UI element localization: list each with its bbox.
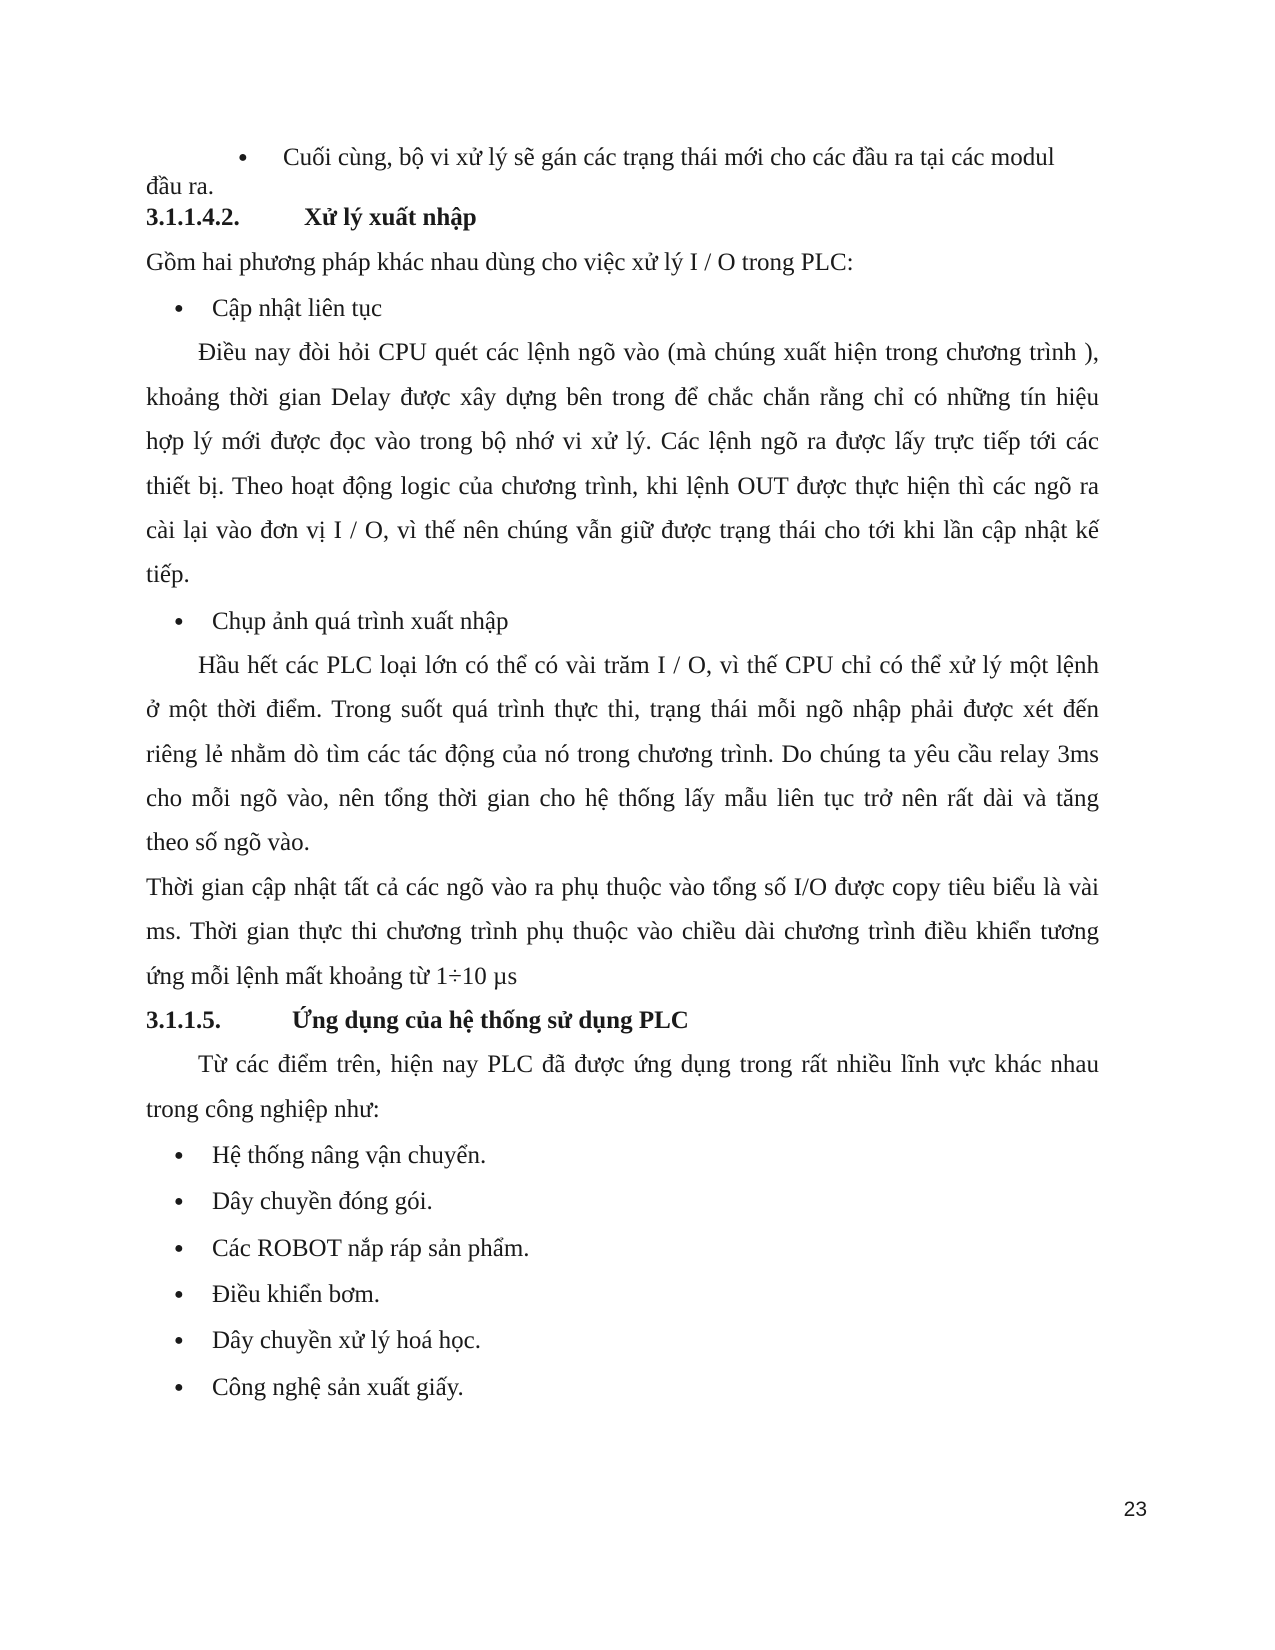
application-item: Dây chuyền đóng gói. bbox=[212, 1188, 433, 1215]
method-2-line: ở một thời điểm. Trong suốt quá trình thực thi, trạng thái mỗi ngõ nhập phải được xét đến bbox=[146, 696, 1099, 723]
bullet-icon bbox=[174, 1373, 184, 1403]
section-heading-io-processing bbox=[146, 203, 477, 233]
application-item: Công nghệ sản xuất giấy. bbox=[212, 1374, 464, 1401]
bullet-icon bbox=[174, 1234, 184, 1264]
bullet-icon bbox=[174, 1141, 184, 1171]
timing-line: ms. Thời gian thực thi chương trình phụ thuộc vào chiều dài chương trình điều khiển tương bbox=[146, 918, 1099, 945]
intro-line: Gồm hai phương pháp khác nhau dùng cho việc xử lý I / O trong PLC: bbox=[146, 249, 854, 276]
bullet-intro-line-2: đầu ra. bbox=[146, 173, 215, 200]
section-number: 3.1.1.5. bbox=[146, 1007, 221, 1034]
bullet-icon bbox=[174, 1187, 184, 1217]
method-1-line: thiết bị. Theo hoạt động logic của chương trình, khi lệnh OUT được thực hiện thì các ngõ ra bbox=[146, 473, 1099, 500]
applications-intro-line: trong công nghiệp như: bbox=[146, 1096, 380, 1123]
section-number: 3.1.1.4.2. bbox=[146, 204, 240, 231]
bullet-icon bbox=[238, 143, 248, 173]
method-1-line: Điều nay đòi hỏi CPU quét các lệnh ngõ vào (mà chúng xuất hiện trong chương trình ), bbox=[198, 339, 1099, 366]
method-2-line: Hầu hết các PLC loại lớn có thể có vài trăm I / O, vì thế CPU chỉ có thể xử lý một lệnh bbox=[198, 652, 1099, 679]
method-1-line: tiếp. bbox=[146, 561, 190, 588]
method-2-line: riêng lẻ nhằm dò tìm các tác động của nó trong chương trình. Do chúng ta yêu cầu relay 3ms bbox=[146, 741, 1099, 768]
bullet-icon bbox=[174, 294, 184, 324]
bullet-icon bbox=[174, 1280, 184, 1310]
application-item: Hệ thống nâng vận chuyển. bbox=[212, 1142, 487, 1169]
application-item: Dây chuyền xử lý hoá học. bbox=[212, 1327, 482, 1354]
bullet-icon bbox=[174, 1326, 184, 1356]
method-2-line: cho mỗi ngõ vào, nên tổng thời gian cho hệ thống lấy mẫu liên tục trở nên rất dài và tăng bbox=[146, 785, 1099, 812]
method-1-line: khoảng thời gian Delay được xây dựng bên trong để chắc chắn rằng chỉ có những tín hiệu bbox=[146, 384, 1099, 411]
application-item: Các ROBOT nắp ráp sản phẩm. bbox=[212, 1235, 530, 1262]
bullet-intro-line-1: Cuối cùng, bộ vi xử lý sẽ gán các trạng thái mới cho các đầu ra tại các modul bbox=[283, 144, 1055, 171]
method-1-line: cài lại vào đơn vị I / O, vì thế nên chúng vẫn giữ được trạng thái cho tới khi lần cập nhật kế bbox=[146, 517, 1099, 544]
timing-line: ứng mỗi lệnh mất khoảng từ 1÷10 µs bbox=[146, 963, 518, 990]
page-number: 23 bbox=[1123, 1498, 1147, 1521]
method-1-line: hợp lý mới được đọc vào trong bộ nhớ vi xử lý. Các lệnh ngõ ra được lấy trực tiếp tới các bbox=[146, 428, 1099, 455]
section-title: Xử lý xuất nhập bbox=[304, 204, 477, 231]
bullet-icon bbox=[174, 607, 184, 637]
section-heading-plc-applications bbox=[146, 1006, 689, 1036]
method-2-title: Chụp ảnh quá trình xuất nhập bbox=[212, 608, 509, 635]
section-title: Ứng dụng của hệ thống sử dụng PLC bbox=[292, 1007, 689, 1034]
method-1-title: Cập nhật liên tục bbox=[212, 295, 383, 322]
timing-line: Thời gian cập nhật tất cả các ngõ vào ra phụ thuộc vào tổng số I/O được copy tiêu biểu là vài bbox=[146, 874, 1099, 901]
method-2-line: theo số ngõ vào. bbox=[146, 829, 310, 856]
application-item: Điều khiển bơm. bbox=[212, 1281, 381, 1308]
applications-intro-line: Từ các điểm trên, hiện nay PLC đã được ứng dụng trong rất nhiều lĩnh vực khác nhau bbox=[198, 1051, 1099, 1078]
